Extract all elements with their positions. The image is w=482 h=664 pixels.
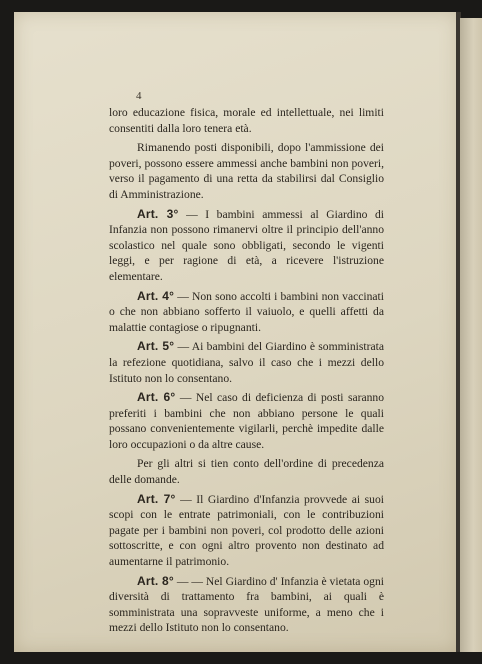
article-8 bbox=[109, 574, 384, 636]
article-text: — Nel caso di deficienza di posti saranno preferiti i bambini che non abbiano persone le quali possano convenientemente vigilarli, perchè impedite dalle loro occupazioni o da altre cause. bbox=[109, 391, 385, 451]
paragraph-text: Rimanendo posti disponibili, dopo l'ammissione dei poveri, possono essere ammessi anche bambini non poveri, verso il pagamento di una retta da stabilirsi dal Consiglio di Amministrazione. bbox=[109, 141, 384, 201]
article-label: Art. 4° bbox=[137, 288, 175, 303]
article-label: Art. 5° bbox=[137, 339, 175, 354]
article-5 bbox=[109, 339, 384, 386]
article-label: Art. 6° bbox=[137, 390, 176, 405]
paragraph-text: Per gli altri si tien conto dell'ordine di precedenza delle domande. bbox=[109, 457, 384, 487]
article-text: — Ai bambini del Giardino è somministrata la refezione quotidiana, salvo il caso che i mezzi dello Istituto non lo consentano. bbox=[109, 340, 384, 385]
article-3 bbox=[109, 207, 384, 285]
paragraph bbox=[109, 105, 384, 136]
article-text: — Non sono accolti i bambini non vaccinati o che non abbiano sofferto il vaiuolo, e quelli affetti da malattie contagiose o ripugnanti. bbox=[109, 289, 384, 334]
article-text: — — Nel Giardino d' Infanzia è vietata ogni diversità di trattamento fra bambini, ai quali è somministrata una sopravveste uniforme, a meno che i mezzi dello Istituto non lo consentano. bbox=[109, 574, 385, 635]
article-7 bbox=[109, 492, 384, 570]
page-body bbox=[109, 105, 384, 636]
article-label: Art. 3° bbox=[137, 206, 179, 221]
article-text: — Il Giardino d'Infanzia provvede ai suoi scopi con le entrate patrimoniali, con le contribuzioni pagate per i bambini non poveri, col prodotto delle azioni sottoscritte, e con ogni altro provento non destinato ad aumentarne il patrimonio. bbox=[109, 492, 384, 569]
paragraph bbox=[109, 140, 384, 202]
article-text: — I bambini ammessi al Giardino di Infanzia non possono rimanervi oltre il principio dell'anno scolastico nel quale sono obbligati, secondo le vigenti leggi, e per ragione di età, a ricevere l'istruzione elementare. bbox=[109, 207, 385, 283]
article-label: Art. 7° bbox=[137, 491, 176, 506]
article-4 bbox=[109, 289, 384, 336]
article-6 bbox=[109, 390, 384, 452]
paragraph bbox=[109, 456, 384, 487]
page-number: 4 bbox=[136, 90, 142, 102]
next-page-edge bbox=[460, 18, 482, 652]
article-label: Art. 8° bbox=[137, 573, 174, 588]
paragraph-text: loro educazione fisica, morale ed intellettuale, nei limiti consentiti dalla loro tenera età. bbox=[109, 106, 384, 135]
